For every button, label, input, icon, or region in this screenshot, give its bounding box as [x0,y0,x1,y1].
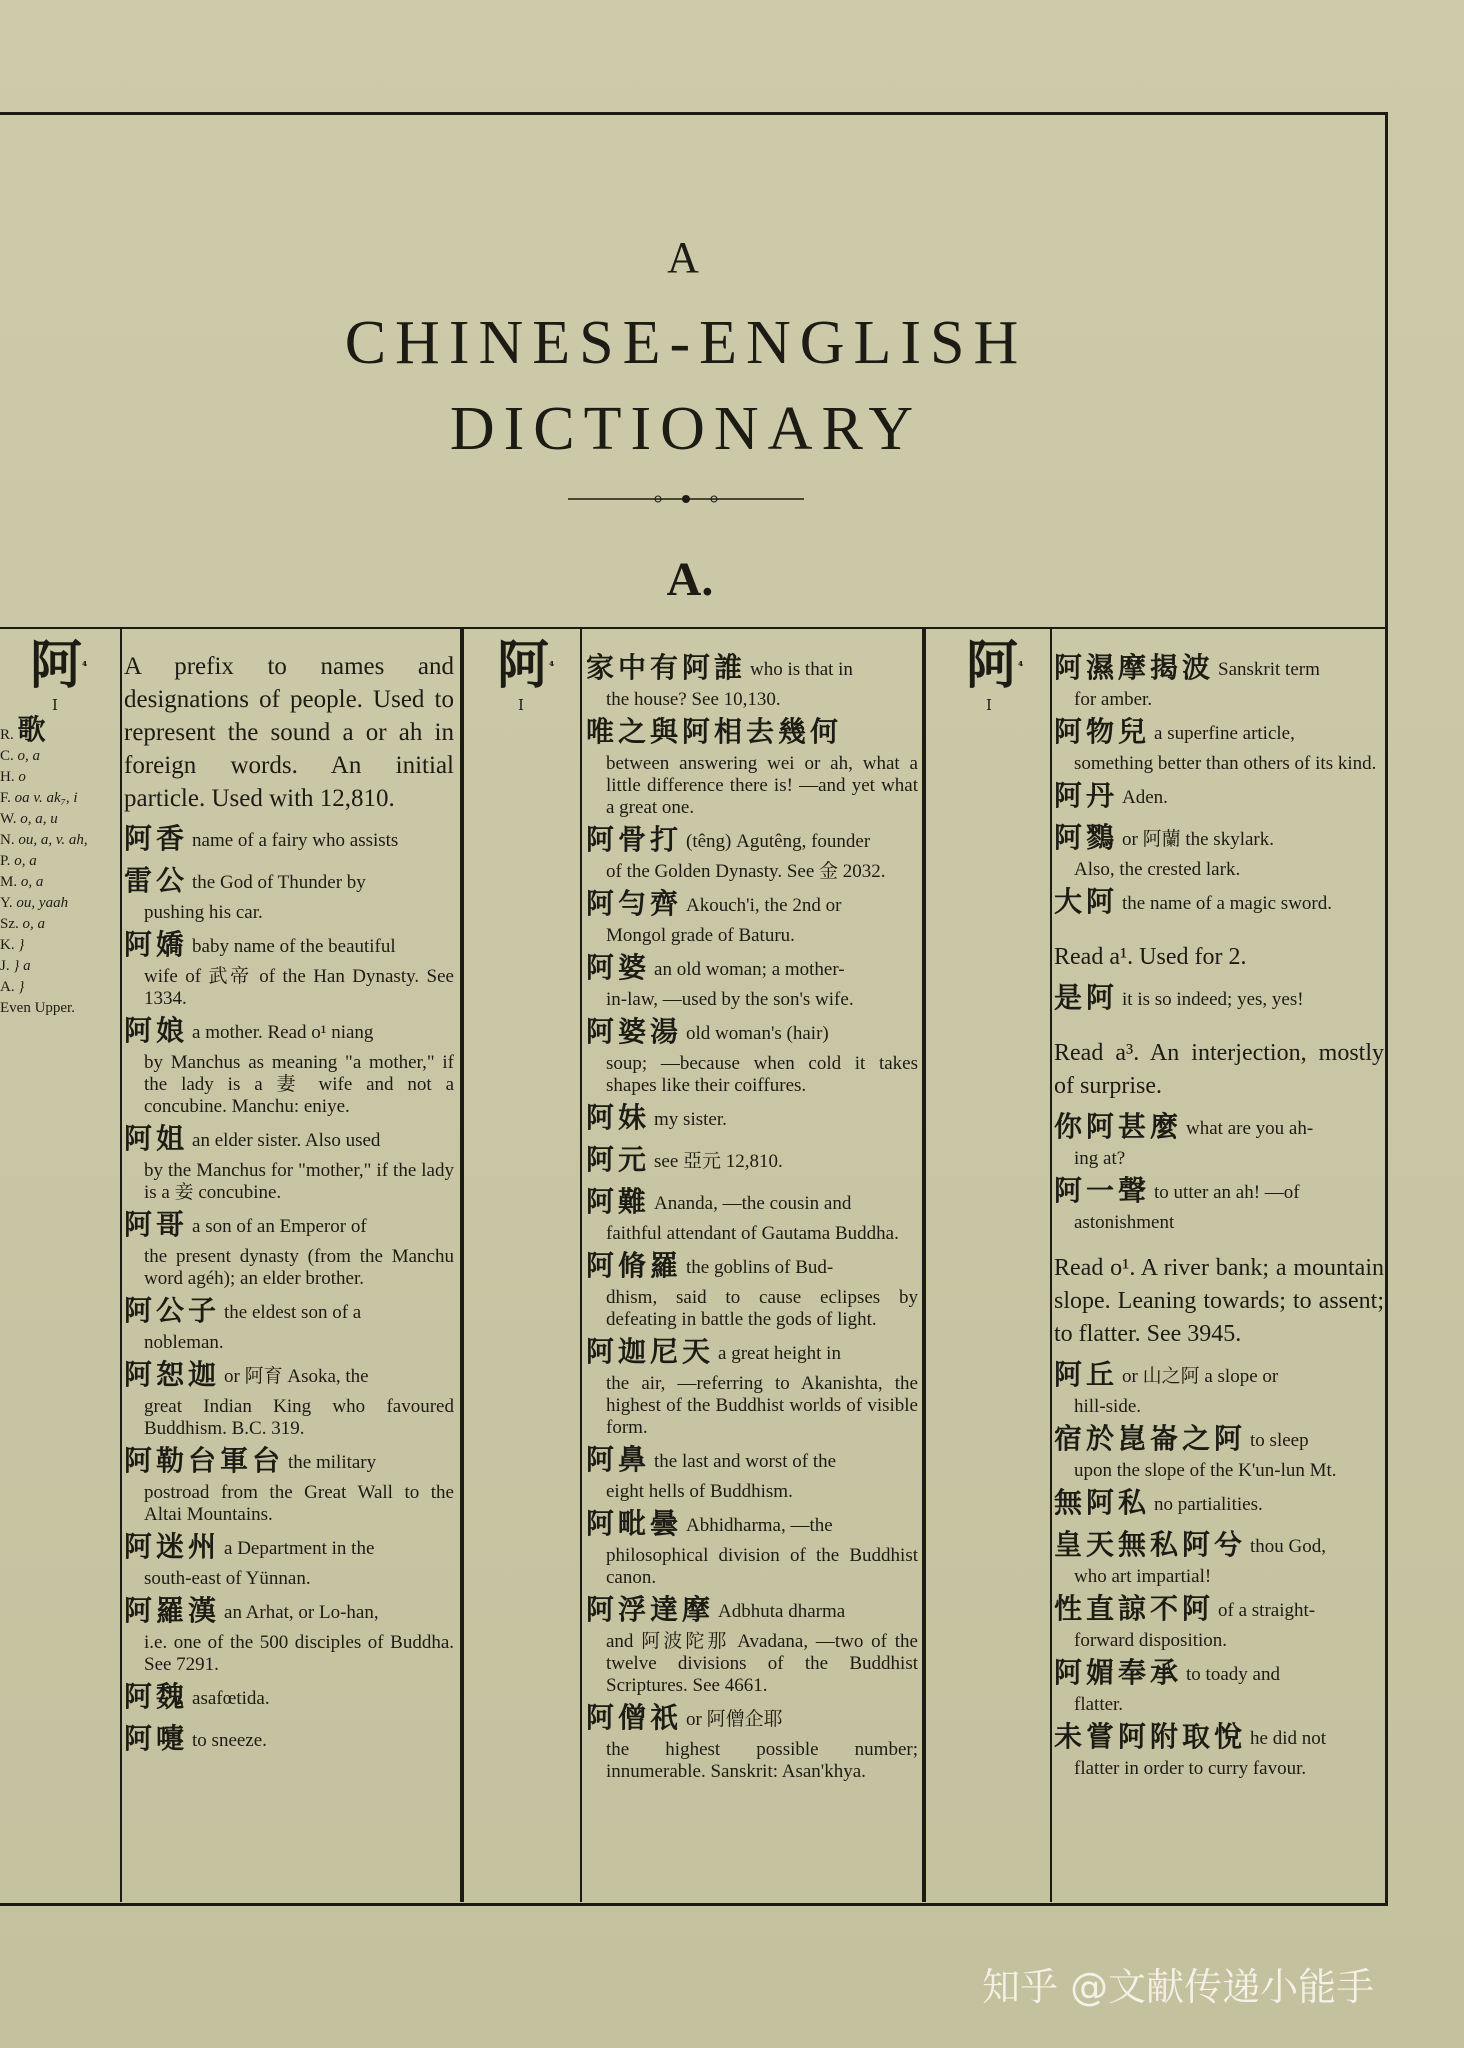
entry-definition: or 山之阿 a slope or [1122,1366,1279,1387]
entry-definition: asafœtida. [192,1688,270,1709]
dictionary-entry [124,1207,454,1290]
dictionary-entry [586,1506,918,1589]
dictionary-entry [586,650,918,711]
column-rule [460,627,464,1902]
entry-definition: the last and worst of the [654,1451,837,1472]
entry-chinese: 是阿 [1054,981,1119,1014]
entry-definition: an old woman; a mother- [654,959,845,980]
dictionary-entry [1054,820,1384,881]
reading-item: W. o, a, u [0,811,58,827]
dictionary-entry [124,1121,454,1204]
entry-continuation: in-law, —used by the son's wife. [606,989,854,1010]
dictionary-entry [586,1248,918,1331]
dictionary-column-3 [1054,650,1384,1783]
reading-item: N. ou, a, v. ah, [0,832,88,848]
dictionary-column-2 [586,650,918,1786]
column-rule [922,627,926,1902]
entry-definition: old woman's (hair) [686,1023,829,1044]
entry-chinese: 皇天無私阿兮 [1054,1528,1247,1561]
entry-continuation: great Indian King who favoured Buddhism. B.C. 319. [144,1396,454,1439]
entry-definition: of a straight- [1218,1600,1316,1621]
entry-chinese: 阿婆 [586,951,651,984]
headword-character: 阿$^{^4}$ [30,635,88,696]
entry-chinese: 阿難 [586,1185,651,1218]
entry-definition: Ananda, —the cousin and [654,1193,852,1214]
entry-definition: Akouch'i, the 2nd or [686,895,842,916]
entry-definition: to sneeze. [192,1730,267,1751]
entry-definition: name of a fairy who assists [192,830,399,851]
entry-chinese: 阿羅漢 [124,1594,221,1627]
headword-number: I [52,696,58,714]
entry-definition: Aden. [1122,787,1168,808]
entry-definition: he did not [1250,1728,1327,1749]
entry-chinese: 雷公 [124,864,189,897]
entry-continuation: Also, the crested lark. [1074,859,1241,880]
entry-continuation: between answering wei or ah, what a little difference there is! —and yet what a great one. [606,753,918,818]
dictionary-entry [1054,1485,1384,1524]
entry-definition: or 阿蘭 the skylark. [1122,829,1274,850]
entry-definition: an Arhat, or Lo-han, [224,1602,379,1623]
header-rule [0,627,1388,629]
entry-chinese: 阿嬌 [124,928,189,961]
entry-chinese: 阿嚏 [124,1722,189,1755]
dictionary-entry [124,1443,454,1526]
entry-chinese: 阿香 [124,822,189,855]
entry-chinese: 阿婆湯 [586,1015,683,1048]
entry-definition: the goblins of Bud- [686,1257,834,1278]
entry-chinese: 阿浮達摩 [586,1593,715,1626]
entry-chinese: 阿迷州 [124,1530,221,1563]
dictionary-entry [1054,980,1384,1019]
entry-continuation: and 阿波陀那 Avadana, —two of the twelve divisions of the Buddhist Scriptures. See 4661. [606,1631,918,1696]
entry-continuation: something better than others of its kind. [1074,753,1377,774]
entry-chinese: 阿丹 [1054,779,1119,812]
entry-chinese: 阿魏 [124,1680,189,1713]
entry-chinese: 宿於崑崙之阿 [1054,1422,1247,1455]
ornament-divider [568,494,804,504]
entry-continuation: upon the slope of the K'un-lun Mt. [1074,1460,1337,1481]
dictionary-entry [124,1721,454,1760]
dictionary-entry [586,950,918,1011]
column-rule [1050,627,1052,1902]
entry-chinese: 大阿 [1054,885,1119,918]
dictionary-entry [124,1013,454,1118]
watermark: 知乎 @文献传递小能手 [982,1965,1375,2009]
entry-chinese: 阿脩羅 [586,1249,683,1282]
entry-definition: a mother. Read o¹ niang [192,1022,374,1043]
entry-continuation: philosophical division of the Buddhist canon. [606,1545,918,1588]
dictionary-entry [124,1293,454,1354]
dictionary-entry [1054,1173,1384,1234]
entry-chinese: 唯之與阿相去幾何 [586,715,843,748]
entry-chinese: 阿勒台軍台 [124,1444,285,1477]
entry-continuation: soup; —because when cold it takes shapes like their coiffures. [606,1053,918,1096]
dialect-readings [0,715,118,1019]
reading-item: M. o, a [0,874,44,890]
headword-character: 阿$^{^4}$ [497,635,555,696]
entry-definition: baby name of the beautiful [192,936,396,957]
reading-item: H. o [0,769,26,785]
entry-chinese: 阿公子 [124,1294,221,1327]
entry-definition: to toady and [1186,1664,1280,1685]
entry-chinese: 阿濕摩揭波 [1054,651,1215,684]
entry-chinese: 阿娘 [124,1014,189,1047]
entry-continuation: dhism, said to cause eclipses by defeating in battle the gods of light. [606,1287,918,1330]
entry-definition: Adbhuta dharma [718,1601,846,1622]
entry-chinese: 性直諒不阿 [1054,1592,1215,1625]
dictionary-entry [586,822,918,883]
dictionary-entry [586,1014,918,1097]
entry-definition: a great height in [718,1343,841,1364]
reading-item: Sz. o, a [0,916,45,932]
entry-continuation: Mongol grade of Baturu. [606,925,795,946]
dictionary-entry [124,1529,454,1590]
reading-item: K. } [0,937,25,953]
column-rule [120,627,122,1902]
entry-definition: it is so indeed; yes, yes! [1122,989,1304,1010]
dictionary-entry [586,1142,918,1181]
entry-definition: who is that in [750,659,853,680]
entry-definition: to utter an ah! —of [1154,1182,1300,1203]
reading-note: Read a³. An interjection, mostly of surprise. [1054,1040,1384,1099]
entry-continuation: i.e. one of the 500 disciples of Buddha. See 7291. [144,1632,454,1675]
entry-continuation: by Manchus as meaning "a mother," if the lady is a 妻 wife and not a concubine. Manchu: eniye. [144,1052,454,1117]
dictionary-entry [586,1184,918,1245]
dictionary-entry [1054,1719,1384,1780]
dictionary-entry [586,886,918,947]
dictionary-entry [1054,884,1384,923]
entry-chinese: 阿毗曇 [586,1507,683,1540]
entry-definition: a superfine article, [1154,723,1295,744]
dictionary-entry [1054,1591,1384,1652]
reading-item: J. } a [0,958,31,974]
dictionary-column-1 [124,650,454,1763]
dictionary-entry [124,1357,454,1440]
entry-chinese: 阿姐 [124,1122,189,1155]
dictionary-entry [1054,1527,1384,1588]
entry-definition: a Department in the [224,1538,375,1559]
entry-continuation: nobleman. [144,1332,224,1353]
dictionary-entry [586,1100,918,1139]
reading-item: R. 歌 [0,715,46,746]
entry-definition: see 亞元 12,810. [654,1151,783,1172]
entry-chinese: 阿恕迦 [124,1358,221,1391]
entry-definition: the God of Thunder by [192,872,366,893]
entry-definition: the military [288,1452,377,1473]
entry-chinese: 阿元 [586,1143,651,1176]
entry-continuation: postroad from the Great Wall to the Altai Mountains. [144,1482,454,1525]
entry-continuation: wife of 武帝 of the Han Dynasty. See 1334. [144,966,454,1009]
dictionary-entry [586,1700,918,1783]
entry-definition: (têng) Agutêng, founder [686,831,871,852]
entry-chinese: 阿物兒 [1054,715,1151,748]
headword-character: 阿$^{^4}$ [966,635,1024,696]
entry-continuation: who art impartial! [1074,1566,1212,1587]
entry-chinese: 無阿私 [1054,1486,1151,1519]
section-letter: A. [666,553,714,606]
entry-definition: or 阿僧企耶 [686,1709,783,1730]
entry-definition: the name of a magic sword. [1122,893,1332,914]
dictionary-entry [1054,778,1384,817]
entry-continuation: the present dynasty (from the Manchu word agéh); an elder brother. [144,1246,454,1289]
entry-continuation: the highest possible number; innumerable. Sanskrit: Asan'khya. [606,1739,918,1782]
entry-chinese: 阿骨打 [586,823,683,856]
entry-definition: Abhidharma, —the [686,1515,833,1536]
entry-chinese: 阿迦尼天 [586,1335,715,1368]
entry-continuation: faithful attendant of Gautama Buddha. [606,1223,899,1244]
entry-continuation: flatter in order to curry favour. [1074,1758,1307,1779]
entry-chinese: 阿勻齊 [586,887,683,920]
entry-continuation: the house? See 10,130. [606,689,781,710]
dictionary-entry [124,1593,454,1676]
dictionary-entry [124,863,454,924]
entry-continuation: ing at? [1074,1148,1126,1169]
reading-item: A. } [0,979,25,995]
dictionary-entry [586,1592,918,1697]
entry-chinese: 你阿甚麼 [1054,1110,1183,1143]
headword-number: I [986,696,992,714]
title-line-1: CHINESE-ENGLISH [344,309,1028,377]
definition-intro: A prefix to names and designations of people. Used to represent the sound a or ah in foreign words. An initial particle. Used with 12,810. [124,653,454,812]
entry-chinese: 阿媚奉承 [1054,1656,1183,1689]
headword-number: I [518,696,524,714]
entry-continuation: by the Manchus for "mother," if the lady is a 妾 concubine. [144,1160,454,1203]
dictionary-entry [1054,1357,1384,1418]
dictionary-entry [124,821,454,860]
entry-definition: thou God, [1250,1536,1327,1557]
entry-definition: to sleep [1250,1430,1309,1451]
reading-item: C. o, a [0,748,41,764]
reading-item: Even Upper. [0,1000,75,1016]
title-article: A [667,233,705,282]
dictionary-entry [124,927,454,1010]
entry-definition: no partialities. [1154,1494,1263,1515]
entry-continuation: hill-side. [1074,1396,1142,1417]
entry-definition: my sister. [654,1109,727,1130]
entry-continuation: of the Golden Dynasty. See 金 2032. [606,861,886,882]
dictionary-entry [1054,1655,1384,1716]
reading-item: P. o, a [0,853,37,869]
column-rule [580,627,582,1902]
reading-item: F. oa v. ak₇, i [0,790,78,806]
entry-chinese: 阿僧祇 [586,1701,683,1734]
entry-continuation: forward disposition. [1074,1630,1228,1651]
entry-chinese: 阿丘 [1054,1358,1119,1391]
entry-chinese: 阿鷚 [1054,821,1119,854]
entry-chinese: 阿鼻 [586,1443,651,1476]
entry-definition: or 阿育 Asoka, the [224,1366,369,1387]
entry-definition: Sanskrit term [1218,659,1320,680]
reading-note: Read a¹. Used for 2. [1054,944,1247,970]
reading-item: Y. ou, yaah [0,895,69,911]
entry-chinese: 未嘗阿附取悅 [1054,1720,1247,1753]
dictionary-entry [586,1334,918,1439]
dictionary-entry [1054,650,1384,711]
entry-continuation: the air, —referring to Akanishta, the highest of the Buddhist worlds of visible form. [606,1373,918,1438]
entry-definition: what are you ah- [1186,1118,1314,1139]
reading-note: Read o¹. A river bank; a mountain slope. Leaning towards; to assent; to flatter. See 3945. [1054,1255,1384,1347]
dictionary-entry [1054,1421,1384,1482]
entry-chinese: 家中有阿誰 [586,651,747,684]
dictionary-entry [586,714,918,819]
entry-continuation: south-east of Yünnan. [144,1568,311,1589]
dictionary-entry [1054,714,1384,775]
title-line-2: DICTIONARY [449,395,923,463]
entry-continuation: astonishment [1074,1212,1175,1233]
entry-continuation: flatter. [1074,1694,1124,1715]
entry-definition: the eldest son of a [224,1302,362,1323]
entry-definition: an elder sister. Also used [192,1130,381,1151]
entry-continuation: eight hells of Buddhism. [606,1481,793,1502]
dictionary-entry [586,1442,918,1503]
entry-continuation: pushing his car. [144,902,263,923]
entry-chinese: 阿一聲 [1054,1174,1151,1207]
entry-continuation: for amber. [1074,689,1153,710]
dictionary-entry [1054,1109,1384,1170]
entry-definition: a son of an Emperor of [192,1216,367,1237]
dictionary-entry [124,1679,454,1718]
entry-chinese: 阿妹 [586,1101,651,1134]
entry-chinese: 阿哥 [124,1208,189,1241]
